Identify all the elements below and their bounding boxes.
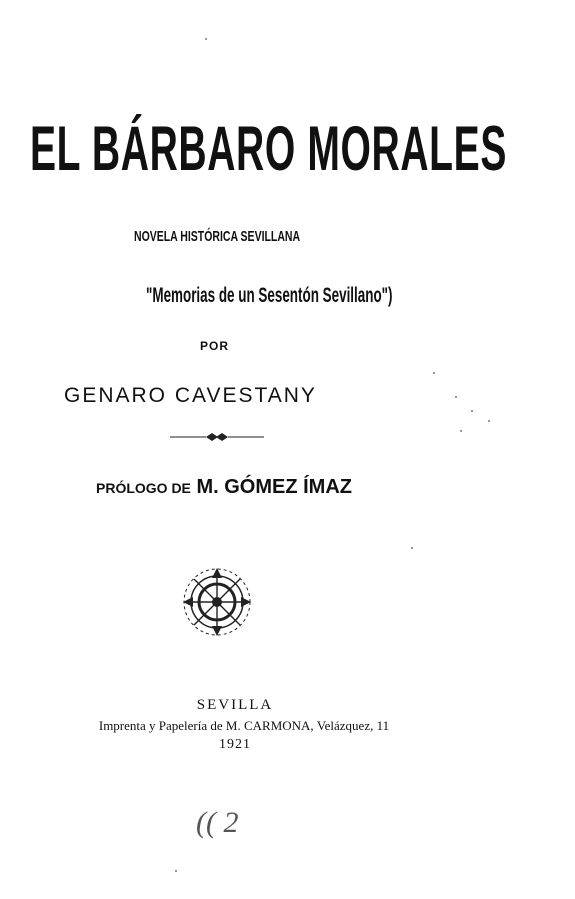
by-label: POR [200,339,230,353]
prologue-label: PRÓLOGO DE [96,480,191,496]
book-title: EL BÁRBARO MORALES [30,114,508,184]
publication-year: 1921 [219,737,251,752]
paper-speck [205,38,207,40]
paper-speck [455,396,457,398]
publication-city: SEVILLA [196,697,274,713]
handwritten-shelfmark: (( 2 [196,806,239,839]
paper-speck [488,420,490,422]
author-name: GENARO CAVESTANY [64,384,317,407]
paper-speck [471,410,473,412]
prologue-line [96,476,396,499]
paper-speck [411,547,413,549]
paper-speck [175,870,177,872]
paper-speck [433,372,435,374]
ornament-diamond-divider-icon [170,432,264,442]
book-subtitle: NOVELA HISTÓRICA SEVILLANA [134,228,301,245]
series-note: "Memorias de un Sesentón Sevillano") [146,284,393,307]
prologue-author: M. GÓMEZ ÍMAZ [196,476,353,498]
paper-speck [460,430,462,432]
printer-emblem-icon [181,566,253,638]
printer-line: Imprenta y Papelería de M. CARMONA, Velázquez, 11 [98,718,390,733]
